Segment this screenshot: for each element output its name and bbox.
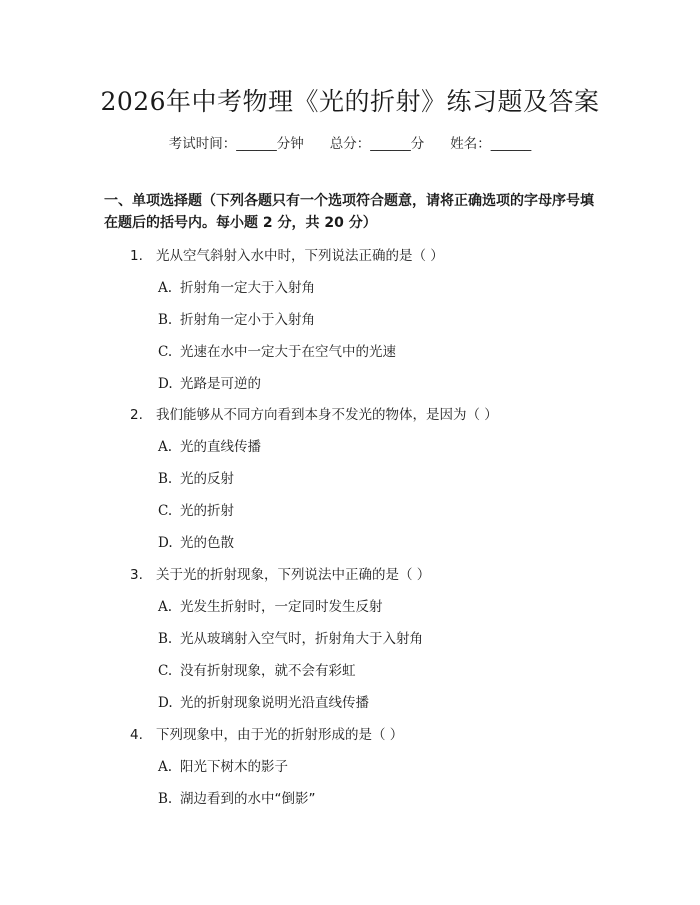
- option-3b: [158, 627, 423, 647]
- question-number: 1.: [130, 248, 143, 264]
- section-heading-single-choice: 一、单项选择题（下列各题只有一个选项符合题意，请将正确选项的字母序号填在题后的括号内。每小题 2 分，共 20 分）: [104, 193, 594, 231]
- question-number: 3.: [130, 567, 143, 583]
- option-text: 光路是可逆的: [180, 376, 261, 392]
- option-1c: [158, 340, 396, 360]
- option-text: 没有折射现象，就不会有彩虹: [180, 663, 356, 679]
- option-letter: C.: [158, 344, 173, 360]
- option-text: 光速在水中一定大于在空气中的光速: [180, 344, 396, 360]
- student-name-field: 姓名：______: [450, 136, 532, 152]
- option-text: 光的色散: [180, 535, 234, 551]
- question-text: 关于光的折射现象，下列说法中正确的是（ ）: [156, 567, 431, 583]
- option-text: 光发生折射时，一定同时发生反射: [180, 599, 383, 615]
- question-3: [130, 563, 430, 583]
- option-letter: C.: [158, 663, 173, 679]
- option-1a: [158, 276, 315, 296]
- exam-meta: [0, 132, 700, 152]
- option-2c: [158, 499, 234, 519]
- option-2d: [158, 531, 234, 551]
- exam-time-field: 考试时间：______分钟: [168, 136, 304, 152]
- option-letter: B.: [158, 791, 173, 807]
- option-letter: D.: [158, 695, 173, 711]
- question-text: 下列现象中，由于光的折射形成的是（ ）: [156, 727, 404, 743]
- option-text: 光的折射现象说明光沿直线传播: [180, 695, 369, 711]
- option-letter: B.: [158, 631, 173, 647]
- option-letter: A.: [158, 280, 173, 296]
- option-text: 光从玻璃射入空气时，折射角大于入射角: [180, 631, 423, 647]
- option-letter: D.: [158, 376, 173, 392]
- question-number: 4.: [130, 727, 143, 743]
- option-letter: C.: [158, 503, 173, 519]
- question-number: 2.: [130, 407, 143, 423]
- option-letter: D.: [158, 535, 173, 551]
- option-3c: [158, 659, 356, 679]
- option-letter: A.: [158, 439, 173, 455]
- option-text: 阳光下树木的影子: [180, 759, 288, 775]
- option-letter: A.: [158, 759, 173, 775]
- option-2b: [158, 467, 234, 487]
- option-letter: B.: [158, 312, 173, 328]
- option-letter: A.: [158, 599, 173, 615]
- option-4a: [158, 755, 288, 775]
- option-text: 湖边看到的水中“倒影”: [180, 791, 316, 807]
- total-score-field: 总分：______分: [329, 136, 425, 152]
- option-3d: [158, 691, 369, 711]
- option-1d: [158, 372, 261, 392]
- option-letter: B.: [158, 471, 173, 487]
- question-text: 我们能够从不同方向看到本身不发光的物体，是因为（ ）: [156, 407, 498, 423]
- option-text: 折射角一定大于入射角: [180, 280, 315, 296]
- question-1: [130, 244, 444, 264]
- option-text: 光的折射: [180, 503, 234, 519]
- option-text: 光的直线传播: [180, 439, 261, 455]
- question-2: [130, 403, 498, 423]
- question-text: 光从空气斜射入水中时，下列说法正确的是（ ）: [156, 248, 444, 264]
- option-text: 折射角一定小于入射角: [180, 312, 315, 328]
- page-title: 2026年中考物理《光的折射》练习题及答案: [100, 87, 600, 116]
- option-1b: [158, 308, 315, 328]
- option-4b: [158, 787, 316, 807]
- option-3a: [158, 595, 383, 615]
- question-4: [130, 723, 403, 743]
- option-2a: [158, 435, 261, 455]
- option-text: 光的反射: [180, 471, 234, 487]
